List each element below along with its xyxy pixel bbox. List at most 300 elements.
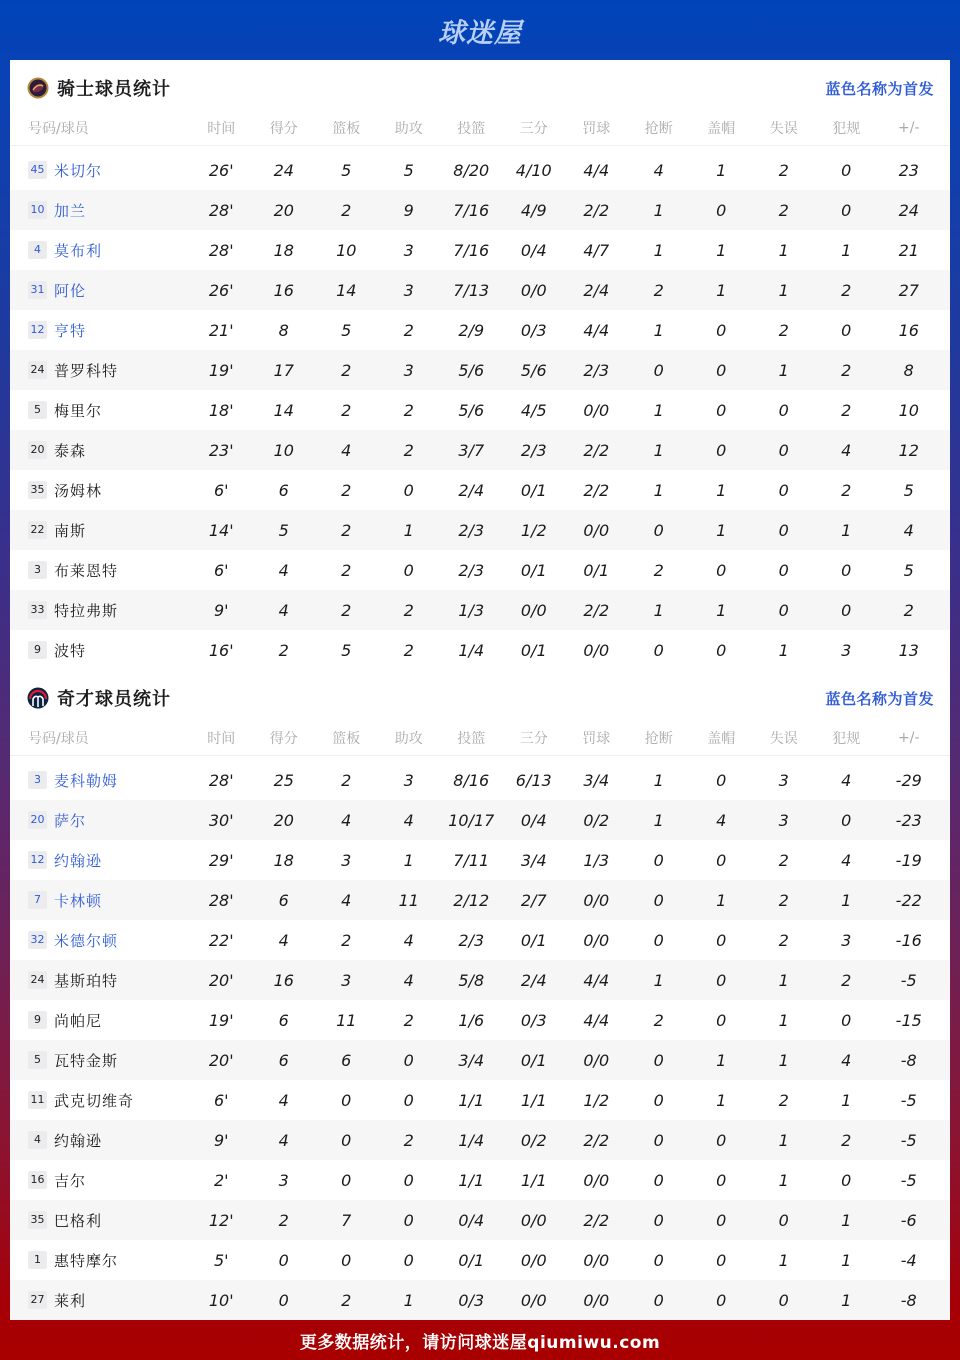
player-cell xyxy=(10,240,190,261)
column-header: 篮板 xyxy=(332,730,361,747)
player-name[interactable]: 波特 xyxy=(54,641,87,660)
stat-cell: 0 xyxy=(841,810,852,830)
player-name[interactable]: 吉尔 xyxy=(54,1171,87,1190)
jersey-number-badge: 35 xyxy=(28,481,47,499)
stat-cell: 29' xyxy=(208,850,234,870)
stat-cell: 2 xyxy=(778,320,789,340)
stat-cell: 0 xyxy=(278,1290,289,1310)
stat-cell: 4 xyxy=(278,560,289,580)
stat-cell: 5 xyxy=(278,520,289,540)
stat-cell: 0 xyxy=(716,1210,727,1230)
stat-cell: 0 xyxy=(341,1130,352,1150)
jersey-number-badge: 1 xyxy=(28,1251,47,1269)
stat-cell: 6' xyxy=(213,480,229,500)
stat-cell: 0 xyxy=(841,600,852,620)
stat-cell: 1/1 xyxy=(458,1170,485,1190)
stat-cell: 0/4 xyxy=(520,810,547,830)
stat-cell: 0/3 xyxy=(458,1290,485,1310)
player-name[interactable]: 布莱恩特 xyxy=(54,561,119,580)
table-row[interactable] xyxy=(10,590,950,630)
table-row[interactable] xyxy=(10,630,950,670)
player-name[interactable]: 泰森 xyxy=(54,441,87,460)
player-name[interactable]: 莱利 xyxy=(54,1291,87,1310)
player-cell xyxy=(10,400,190,421)
stat-cell: 19' xyxy=(208,360,234,380)
stat-cell: 0 xyxy=(653,360,664,380)
column-header-player: 号码/球员 xyxy=(28,730,89,747)
player-cell xyxy=(10,810,190,831)
stat-cell: 1 xyxy=(403,520,414,540)
stat-cell: 2/3 xyxy=(458,560,485,580)
stat-cell: 4 xyxy=(653,160,664,180)
stat-cell: 2/2 xyxy=(583,1210,610,1230)
stat-cell: 3 xyxy=(341,970,352,990)
column-header: 罚球 xyxy=(582,730,611,747)
stat-cell: 0/1 xyxy=(520,930,547,950)
table-row[interactable] xyxy=(10,230,950,270)
stat-cell: 4 xyxy=(403,810,414,830)
stat-cell: 6 xyxy=(278,890,289,910)
player-name[interactable]: 武克切维奇 xyxy=(54,1091,135,1110)
stat-cell: 28' xyxy=(208,770,234,790)
stat-cell: 0 xyxy=(403,480,414,500)
player-name[interactable]: 普罗科特 xyxy=(54,361,119,380)
stat-cell: 16 xyxy=(273,280,294,300)
stat-cell: 2 xyxy=(403,1010,414,1030)
jersey-number-badge: 4 xyxy=(28,1131,47,1149)
stat-cell: 2' xyxy=(213,1170,229,1190)
stat-cell: 0 xyxy=(716,1250,727,1270)
table-row[interactable] xyxy=(10,920,950,960)
player-name[interactable]: 米切尔 xyxy=(54,161,103,180)
jersey-number-badge: 24 xyxy=(28,361,47,379)
stat-cell: 2 xyxy=(841,970,852,990)
section-title: 骑士球员统计 xyxy=(57,79,171,100)
table-row[interactable] xyxy=(10,550,950,590)
stat-cell: 1 xyxy=(653,200,664,220)
table-row[interactable] xyxy=(10,760,950,800)
stat-cell: 12 xyxy=(898,440,919,460)
stat-cell: 1 xyxy=(778,1250,789,1270)
stat-cell: 8/20 xyxy=(453,160,490,180)
player-name[interactable]: 梅里尔 xyxy=(54,401,103,420)
column-header: 时间 xyxy=(207,730,236,747)
stat-cell: 0/4 xyxy=(520,240,547,260)
stat-cell: 1 xyxy=(778,1170,789,1190)
table-row[interactable] xyxy=(10,1000,950,1040)
stat-cell: 1/3 xyxy=(458,600,485,620)
stat-cell: 4 xyxy=(841,1050,852,1070)
stat-cell: 0 xyxy=(653,1250,664,1270)
stat-cell: 1 xyxy=(653,240,664,260)
stat-cell: 1 xyxy=(778,1010,789,1030)
stat-cell: 4 xyxy=(841,440,852,460)
table-row[interactable] xyxy=(10,350,950,390)
stat-cell: 0/0 xyxy=(583,930,610,950)
stat-cell: 2 xyxy=(903,600,914,620)
stat-cell: 1/4 xyxy=(458,1130,485,1150)
player-name[interactable]: 米德尔顿 xyxy=(54,931,119,950)
column-header: 得分 xyxy=(269,730,298,747)
stat-cell: 2 xyxy=(403,400,414,420)
stat-cell: 2/2 xyxy=(583,440,610,460)
stat-cell: 0/0 xyxy=(520,1290,547,1310)
stat-cell: 3 xyxy=(778,810,789,830)
player-name[interactable]: 莫布利 xyxy=(54,241,103,260)
stat-cell: -8 xyxy=(900,1290,917,1310)
player-cell xyxy=(10,440,190,461)
stat-cell: 2/2 xyxy=(583,600,610,620)
stat-cell: 1 xyxy=(653,600,664,620)
stat-cell: 10' xyxy=(208,1290,234,1310)
stat-cell: 28' xyxy=(208,200,234,220)
stat-cell: 10 xyxy=(273,440,294,460)
player-name[interactable]: 惠特摩尔 xyxy=(54,1251,119,1270)
stat-cell: 3/4 xyxy=(520,850,547,870)
player-name[interactable]: 尚帕尼 xyxy=(54,1011,103,1030)
stat-cell: 20' xyxy=(208,1050,234,1070)
stat-cell: 16 xyxy=(898,320,919,340)
stat-cell: 4/5 xyxy=(520,400,547,420)
player-name[interactable]: 基斯珀特 xyxy=(54,971,119,990)
stat-cell: 0/1 xyxy=(520,640,547,660)
stat-cell: 0 xyxy=(403,1250,414,1270)
stat-cell: 2 xyxy=(278,640,289,660)
stat-cell: 0 xyxy=(716,640,727,660)
stat-cell: 0/0 xyxy=(520,1210,547,1230)
stat-cell: 2/3 xyxy=(458,520,485,540)
stat-cell: -8 xyxy=(900,1050,917,1070)
wizards-logo-icon xyxy=(27,687,49,709)
stat-cell: 2 xyxy=(778,200,789,220)
player-cell xyxy=(10,1210,190,1231)
stat-cell: 2 xyxy=(278,1210,289,1230)
stat-cell: 4 xyxy=(341,810,352,830)
stat-cell: 11 xyxy=(336,1010,357,1030)
stat-cell: 20 xyxy=(273,200,294,220)
stat-cell: 0/3 xyxy=(520,1010,547,1030)
stat-cell: 0 xyxy=(653,520,664,540)
stat-cell: 20 xyxy=(273,810,294,830)
stat-cell: 0/1 xyxy=(458,1250,485,1270)
stat-cell: -6 xyxy=(900,1210,917,1230)
stat-cell: 1/1 xyxy=(520,1090,547,1110)
stat-cell: 30' xyxy=(208,810,234,830)
jersey-number-badge: 16 xyxy=(28,1171,47,1189)
stat-cell: 1 xyxy=(716,240,727,260)
stat-cell: 22' xyxy=(208,930,234,950)
stat-cell: 19' xyxy=(208,1010,234,1030)
stat-cell: 24 xyxy=(273,160,294,180)
stat-cell: 1 xyxy=(841,240,852,260)
column-header: 犯规 xyxy=(832,730,861,747)
stat-cell: 0/0 xyxy=(583,1250,610,1270)
stat-cell: 3 xyxy=(778,770,789,790)
player-name[interactable]: 巴格利 xyxy=(54,1211,103,1230)
stat-cell: 10 xyxy=(336,240,357,260)
stat-cell: 0 xyxy=(778,1210,789,1230)
stat-cell: 0/0 xyxy=(583,400,610,420)
player-cell xyxy=(10,1170,190,1191)
stat-cell: 2 xyxy=(403,440,414,460)
stat-cell: 0 xyxy=(778,440,789,460)
stat-cell: 2 xyxy=(403,640,414,660)
player-name[interactable]: 麦科勒姆 xyxy=(54,771,119,790)
table-row[interactable] xyxy=(10,310,950,350)
stat-cell: 23 xyxy=(898,160,919,180)
stat-cell: 2/12 xyxy=(453,890,490,910)
stat-cell: 2 xyxy=(653,280,664,300)
player-name[interactable]: 加兰 xyxy=(54,201,87,220)
jersey-number-badge: 20 xyxy=(28,441,47,459)
player-name[interactable]: 阿伦 xyxy=(54,281,87,300)
stat-cell: 1 xyxy=(403,1290,414,1310)
stat-cell: 0 xyxy=(653,1050,664,1070)
stat-cell: 6 xyxy=(278,1010,289,1030)
stat-cell: 2 xyxy=(341,360,352,380)
stat-cell: 0 xyxy=(716,1130,727,1150)
table-row[interactable] xyxy=(10,470,950,510)
stat-cell: 4 xyxy=(403,970,414,990)
table-row[interactable] xyxy=(10,1280,950,1320)
stat-cell: 2/4 xyxy=(583,280,610,300)
stat-cell: 1/2 xyxy=(583,1090,610,1110)
player-cell xyxy=(10,1290,190,1311)
stat-cell: 6' xyxy=(213,560,229,580)
stat-cell: 0/0 xyxy=(583,520,610,540)
stat-cell: 0/0 xyxy=(520,1250,547,1270)
stat-cell: 1 xyxy=(841,1250,852,1270)
stat-cell: 1 xyxy=(778,640,789,660)
column-header-player: 号码/球员 xyxy=(28,120,89,137)
stat-cell: 28' xyxy=(208,890,234,910)
column-header: 失误 xyxy=(769,730,798,747)
stat-cell: 10/17 xyxy=(448,810,495,830)
stat-cell: 2 xyxy=(341,930,352,950)
stat-cell: 1/3 xyxy=(583,850,610,870)
player-cell xyxy=(10,970,190,991)
player-cell xyxy=(10,320,190,341)
stat-cell: 0 xyxy=(653,890,664,910)
stat-cell: 4/4 xyxy=(583,160,610,180)
player-cell xyxy=(10,890,190,911)
stat-cell: 0 xyxy=(716,970,727,990)
stat-cell: 6 xyxy=(278,480,289,500)
player-cell xyxy=(10,1130,190,1151)
table-row[interactable] xyxy=(10,510,950,550)
column-header: 投篮 xyxy=(457,120,486,137)
stat-cell: 0/2 xyxy=(583,810,610,830)
player-cell xyxy=(10,640,190,661)
stat-cell: -5 xyxy=(900,1090,917,1110)
stat-cell: 18' xyxy=(208,400,234,420)
table-row[interactable] xyxy=(10,430,950,470)
stat-cell: 2/3 xyxy=(520,440,547,460)
player-name[interactable]: 南斯 xyxy=(54,521,87,540)
stat-cell: 4 xyxy=(278,930,289,950)
table-row[interactable] xyxy=(10,840,950,880)
stat-cell: 4 xyxy=(903,520,914,540)
stat-cell: 2 xyxy=(341,200,352,220)
table-row[interactable] xyxy=(10,960,950,1000)
stat-cell: 2/4 xyxy=(520,970,547,990)
jersey-number-badge: 31 xyxy=(28,281,47,299)
stat-cell: 2/2 xyxy=(583,1130,610,1150)
player-name[interactable]: 特拉弗斯 xyxy=(54,601,119,620)
stat-cell: 0 xyxy=(716,200,727,220)
column-header: 盖帽 xyxy=(707,730,736,747)
stat-cell: 25 xyxy=(273,770,294,790)
jersey-number-badge: 20 xyxy=(28,811,47,829)
jersey-number-badge: 32 xyxy=(28,931,47,949)
stat-cell: 0 xyxy=(841,160,852,180)
stat-cell: 7/13 xyxy=(453,280,490,300)
stat-cell: 0 xyxy=(653,850,664,870)
player-cell xyxy=(10,480,190,501)
stat-cell: 1 xyxy=(778,360,789,380)
stat-cell: -22 xyxy=(895,890,922,910)
stat-cell: 0 xyxy=(841,320,852,340)
stat-cell: 2 xyxy=(841,400,852,420)
player-cell xyxy=(10,360,190,381)
stat-cell: 1 xyxy=(716,1050,727,1070)
stat-cell: 4 xyxy=(278,1130,289,1150)
stat-cell: 3 xyxy=(341,850,352,870)
stat-cell: 1 xyxy=(653,440,664,460)
stat-cell: 6 xyxy=(278,1050,289,1070)
stat-cell: 0 xyxy=(716,1170,727,1190)
stat-cell: 1 xyxy=(716,520,727,540)
stat-cell: 4 xyxy=(841,850,852,870)
stat-cell: -16 xyxy=(895,930,922,950)
stat-cell: 2 xyxy=(841,480,852,500)
column-header: 抢断 xyxy=(644,120,673,137)
stat-cell: 0 xyxy=(341,1170,352,1190)
table-row[interactable] xyxy=(10,1040,950,1080)
player-name[interactable]: 约翰逊 xyxy=(54,1131,103,1150)
stat-cell: 4/7 xyxy=(583,240,610,260)
stat-cell: 1 xyxy=(716,600,727,620)
stat-cell: 1/6 xyxy=(458,1010,485,1030)
table-row[interactable] xyxy=(10,1160,950,1200)
stat-cell: 1 xyxy=(841,520,852,540)
player-cell xyxy=(10,160,190,181)
stat-cell: 24 xyxy=(898,200,919,220)
brand-header xyxy=(0,0,960,60)
jersey-number-badge: 4 xyxy=(28,241,47,259)
stat-cell: 8/16 xyxy=(453,770,490,790)
stat-cell: 2 xyxy=(403,320,414,340)
stat-cell: 3 xyxy=(403,240,414,260)
stat-cell: 2 xyxy=(341,600,352,620)
stat-cell: 1 xyxy=(716,480,727,500)
stat-cell: 2 xyxy=(841,1130,852,1150)
stat-cell: 2 xyxy=(341,770,352,790)
stat-cell: 0 xyxy=(653,1290,664,1310)
table-row[interactable] xyxy=(10,800,950,840)
stat-cell: 5/8 xyxy=(458,970,485,990)
stat-cell: 1/1 xyxy=(458,1090,485,1110)
stat-cell: -23 xyxy=(895,810,922,830)
stat-cell: -19 xyxy=(895,850,922,870)
table-row[interactable] xyxy=(10,150,950,190)
player-name[interactable]: 约翰逊 xyxy=(54,851,103,870)
table-row[interactable] xyxy=(10,880,950,920)
stat-cell: 0 xyxy=(716,320,727,340)
player-name[interactable]: 亨特 xyxy=(54,321,87,340)
stat-cell: 13 xyxy=(898,640,919,660)
jersey-number-badge: 9 xyxy=(28,641,47,659)
player-cell xyxy=(10,1090,190,1111)
player-name[interactable]: 萨尔 xyxy=(54,811,87,830)
stat-cell: 8 xyxy=(278,320,289,340)
stat-cell: 0 xyxy=(778,480,789,500)
stat-cell: 0/0 xyxy=(520,280,547,300)
stat-cell: 0 xyxy=(403,1050,414,1070)
team-section-header-cavaliers xyxy=(10,60,950,116)
stat-cell: 9' xyxy=(213,1130,229,1150)
stat-cell: 1/2 xyxy=(520,520,547,540)
stat-cell: 3 xyxy=(403,360,414,380)
stat-cell: 1/4 xyxy=(458,640,485,660)
stat-cell: 1 xyxy=(841,890,852,910)
stat-cell: 5/6 xyxy=(520,360,547,380)
table-row[interactable] xyxy=(10,1120,950,1160)
stat-cell: 14' xyxy=(208,520,234,540)
table-row[interactable] xyxy=(10,1240,950,1280)
table-row[interactable] xyxy=(10,270,950,310)
stat-cell: 28' xyxy=(208,240,234,260)
stat-cell: 2 xyxy=(778,850,789,870)
table-header xyxy=(10,720,950,756)
jersey-number-badge: 24 xyxy=(28,971,47,989)
stat-cell: 5' xyxy=(213,1250,229,1270)
stat-cell: 0 xyxy=(653,640,664,660)
stat-cell: 0 xyxy=(841,200,852,220)
stat-cell: 0 xyxy=(653,1210,664,1230)
stat-cell: 4/4 xyxy=(583,1010,610,1030)
column-header: 助攻 xyxy=(394,120,423,137)
stat-cell: 1 xyxy=(778,1130,789,1150)
player-name[interactable]: 卡林顿 xyxy=(54,891,103,910)
stat-cell: 0 xyxy=(778,600,789,620)
stat-cell: 2 xyxy=(341,1290,352,1310)
stat-cell: 1 xyxy=(653,770,664,790)
table-row[interactable] xyxy=(10,190,950,230)
stat-cell: 1 xyxy=(716,890,727,910)
stat-cell: 3 xyxy=(278,1170,289,1190)
stat-cell: 5 xyxy=(341,160,352,180)
stat-cell: 0 xyxy=(716,850,727,870)
table-row[interactable] xyxy=(10,1080,950,1120)
stat-cell: 3 xyxy=(403,280,414,300)
stat-cell: 4 xyxy=(278,1090,289,1110)
table-row[interactable] xyxy=(10,1200,950,1240)
jersey-number-badge: 12 xyxy=(28,851,47,869)
footer-text: 更多数据统计，请访问球迷屋qiumiwu.com xyxy=(299,1332,661,1353)
column-header: 时间 xyxy=(207,120,236,137)
player-name[interactable]: 瓦特金斯 xyxy=(54,1051,119,1070)
table-row[interactable] xyxy=(10,390,950,430)
stat-cell: 5/6 xyxy=(458,360,485,380)
stat-cell: -5 xyxy=(900,1170,917,1190)
stat-cell: 7/16 xyxy=(453,200,490,220)
player-cell xyxy=(10,280,190,301)
player-name[interactable]: 汤姆林 xyxy=(54,481,103,500)
stat-cell: 1 xyxy=(841,1290,852,1310)
stat-cell: 16' xyxy=(208,640,234,660)
column-header: 失误 xyxy=(769,120,798,137)
